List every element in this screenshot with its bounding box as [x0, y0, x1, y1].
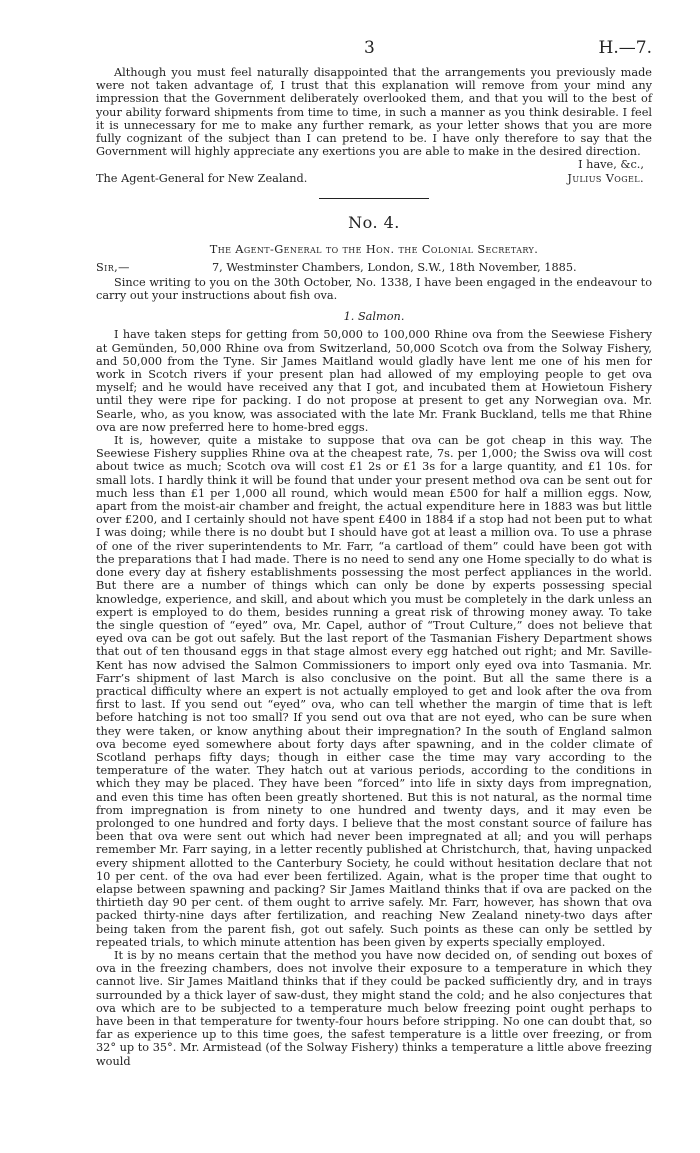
- sender-address: 7, Westminster Chambers, London, S.W., 18th November, 1885.: [212, 261, 577, 275]
- letter-heading: The Agent-General to the Hon. the Colonial Secretary.: [209, 242, 539, 256]
- addressee: The Agent-General for New Zealand.: [96, 171, 308, 185]
- page-number: 3: [364, 38, 375, 58]
- signature-row: [96, 172, 652, 185]
- letter-address-line: [96, 261, 652, 276]
- opening-paragraph: Although you must feel naturally disappointed that the arrangements you previously made were not taken advantage of, I trust that this explanation will remove from your mind any impression that the Government deliberately overlooked them, and that you will to the best of your ability forward shipments from time to time, in such a manner as you think desirable. I feel it is unnecessary for me to make any further remark, as your letter shows that you are more fully cognizant of the subject than I can pretend to be. I have only therefore to say that the Government will highly appreciate any exertions you are able to make in the desired direction.: [96, 66, 652, 159]
- letter-number: No. 4.: [348, 212, 400, 232]
- section-divider: [319, 198, 429, 199]
- body-paragraph: I have taken steps for getting from 50,000 to 100,000 Rhine ova from the Seewiese Fishery at Gemünden, 50,000 Rhine ova from Switzerland, 50,000 Scotch ova from the Solway Fishery, and 50,000 from the Tyne. Sir James Maitland would gladly have lent me one of his men for work in Scotch rivers if your present plan had allowed of my employing people to get ova myself; and he would have received any that I got, and incubated them at Howietoun Fishery until they were ripe for packing. I do not propose at present to get any Norwegian ova. Mr. Searle, who, as you know, was associated with the late Mr. Frank Buckland, tells me that Rhine ova are now preferred here to home-bred eggs.: [96, 328, 652, 434]
- body-paragraph: It is, however, quite a mistake to suppose that ova can be got cheap in this way. The Seewiese Fishery supplies Rhine ova at the cheapest rate, 7s. per 1,000; the Swiss ova will cost about twice as much; Scotch ova will cost £1 2s or £1 3s for a large quantity, and £1 10s. for small lots. I hardly think it will be found that under your present method ova can be sent out for much less than £1 per 1,000 all round, which would mean £500 for half a million eggs. Now, apart from the moist-air chamber and freight, the actual expenditure here in 1883 was but little over £200, and I certainly should not have spent £400 in 1884 if a stop had not been put to what I was doing; while there is no doubt but I should have got at least a million ova. To use a phrase of one of the river superintendents to Mr. Farr, “a cartload of them” could have been got with the preparations that I had made. There is no need to send any one Home specially to do what is done every day at fishery establishments possessing the most perfect appliances in the world. But there are a number of things which can only be done by experts possessing special knowledge, experience, and skill, and about which you must be completely in the dark unless an expert is employed to do them, besides running a great risk of throwing money away. To take the single question of “eyed” ova, Mr. Capel, author of “Trout Culture,” does not believe that eyed ova can be got out safely. But the last report of the Tasmanian Fishery Department shows that out of ten thousand eggs in that stage almost every egg hatched out right; and Mr. Saville-Kent has now advised the Salmon Commissioners to import only eyed ova into Tasmania. Mr. Farr’s shipment of last March is also conclusive on the point. But all the same there is a practical difficulty where an expert is not actually employed to get and look after the ova from first to last. If you send out “eyed” ova, who can tell whether the margin of time that is left before hatching is not too small? If you send out ova that are not eyed, who can be sure when they were taken, or know anything about their impregnation? In the south of England salmon ova become eyed somewhere about forty days after spawning, and in the colder climate of Scotland perhaps fifty days; though in either case the time may vary according to the temperature of the water. They hatch out at various periods, according to the conditions in which they may be placed. They have been “forced” into life in sixty days from impregnation, and even this time has often been greatly shortened. But this is not natural, as the normal time from impregnation is from ninety to one hundred and twenty days, and it may even be prolonged to one hundred and forty days. I believe that the most constant source of failure has been that ova were sent out which had never been impregnated at all; and you will perhaps remember Mr. Farr saying, in a letter recently published at Christchurch, that, having unpacked every shipment allotted to the Canterbury Society, he could without hesitation declare that not 10 per cent. of the ova had ever been fertilized. Again, what is the proper time that ought to elapse between spawning and packing? Sir James Maitland thinks that if ova are packed on the thirtieth day 90 per cent. of them ought to arrive safely. Mr. Farr, however, has shown that ova packed thirty-nine days after fertilization, and reaching New Zealand ninety-two days after being taken from the parent fish, got out safely. Such points as these can only be settled by repeated trials, to which minute attention has been given by experts specially employed.: [96, 434, 652, 949]
- section-title: 1. Salmon.: [343, 310, 405, 324]
- page-header: [96, 36, 652, 66]
- document-page: [96, 36, 652, 1068]
- letter-intro: Since writing to you on the 30th October, No. 1338, I have been engaged in the endeavour to carry out your instructions about fish ova.: [96, 276, 652, 303]
- signature: Julius Vogel.: [567, 171, 644, 185]
- closing-phrase: I have, &c.,: [578, 158, 644, 172]
- body-paragraph: It is by no means certain that the method you have now decided on, of sending out boxes of ova in the freezing chambers, does not involve their exposure to a temperature in which they cannot live. Sir James Maitland thinks that if they could be packed sufficiently dry, and in trays surrounded by a thick layer of saw-dust, they might stand the cold; and he also conjectures that ova which are to be subjected to a temperature much below freezing point ought perhaps to have been in that temperature for twenty-four hours before stripping. No one can doubt that, so far as experience up to this time goes, the safest temperature is a little over freezing, or from 32° up to 35°. Mr. Armistead (of the Solway Fishery) thinks a temperature a little above freezing would: [96, 948, 652, 1068]
- paper-reference: H.—7.: [598, 38, 652, 58]
- salutation: Sir,—: [96, 261, 130, 275]
